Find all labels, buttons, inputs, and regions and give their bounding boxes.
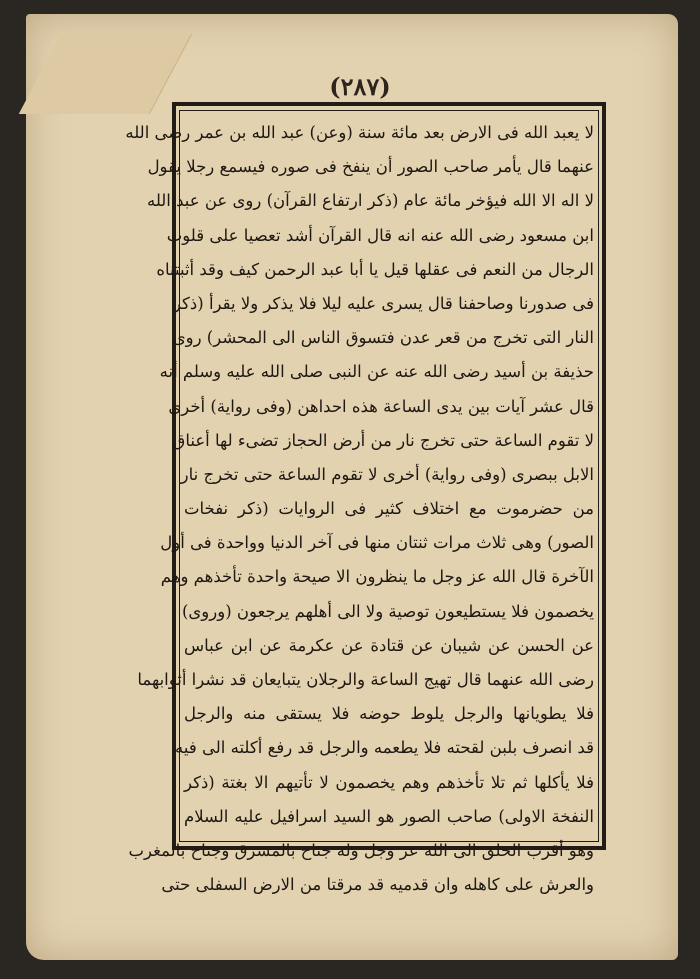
text-line: النفخة الاولى) صاحب الصور هو السيد اسرافيل عليه السلام: [184, 806, 594, 826]
text-line: فلا يطويانها والرجل يلوط حوضه فلا يستقى منه والرجل: [184, 704, 594, 724]
folded-corner: [19, 34, 193, 114]
text-line: الابل ببصرى (وفى رواية) أخرى لا تقوم الساعة حتى تخرج نار: [180, 464, 594, 484]
text-line: حذيفة بن أسيد رضى الله عنه عن النبى صلى الله عليه وسلم أنه: [159, 362, 594, 382]
text-line: الرجال من النعم فى عقلها قيل يا أبا عبد الرحمن كيف وقد أثبتناه: [156, 259, 594, 279]
text-line: قد انصرف بلبن لقحته فلا يطعمه والرجل قد رفع أكلته الى فيه: [175, 738, 594, 758]
text-line: فى صدورنا وصاحفنا قال يسرى عليه ليلا فلا يذكر ولا يقرأ (ذكر: [172, 293, 594, 313]
page-number: (٢٨٧): [329, 72, 391, 101]
text-block: [125, 116, 594, 895]
text-line: من حضرموت مع اختلاف كثير فى الروايات (ذكر نفخات: [184, 499, 594, 519]
text-line: رضى الله عنهما قال تهيج الساعة والرجلان يتبايعان قد نشرا أثوابهما: [137, 670, 594, 689]
text-line: وهو أقرب الخلق الى الله عز وجل وله جناح بالمشرق وجناح بالمغرب: [128, 840, 594, 860]
text-line: فلا يأكلها ثم تلا تأخذهم وهم يخصمون لا تأتيهم الا بغتة (ذكر: [184, 772, 594, 792]
text-line: النار التى تخرج من قعر عدن فتسوق الناس الى المحشر) روى: [172, 328, 594, 348]
text-line: لا يعبد الله فى الارض بعد مائة سنة (وعن) عبد الله بن عمر رضى الله: [125, 123, 594, 142]
text-line: الآخرة قال الله عز وجل ما ينظرون الا صيحة واحدة تأخذهم وهم: [160, 567, 594, 587]
text-line: لا اله الا الله فيؤخر مائة عام (ذكر ارتفاع القرآن) روى عن عبد الله: [146, 191, 594, 211]
text-line: الصور) وهى ثلاث مرات ثنتان منها فى آخر الدنيا وواحدة فى أول: [160, 533, 594, 553]
text-line: ابن مسعود رضى الله عنه انه قال القرآن أشد تعصيا على قلوب: [166, 225, 594, 245]
text-line: عنهما قال يأمر صاحب الصور أن ينفخ فى صوره فيسمع رجلا يقول: [147, 157, 594, 177]
text-line: قال عشر آيات بين يدى الساعة هذه احداهن (وفى رواية) أخرى: [168, 396, 594, 416]
text-line: عن الحسن عن شيبان عن قتادة عن عكرمة عن ابن عباس: [184, 635, 594, 655]
text-line: والعرش على كاهله وان قدميه قد مرقتا من الارض السفلى حتى: [161, 875, 594, 895]
text-line: يخصمون فلا يستطيعون توصية ولا الى أهلهم يرجعون (وروى): [181, 601, 594, 621]
text-line: لا تقوم الساعة حتى تخرج نار من أرض الحجاز تضىء لها أعناق: [172, 430, 594, 450]
